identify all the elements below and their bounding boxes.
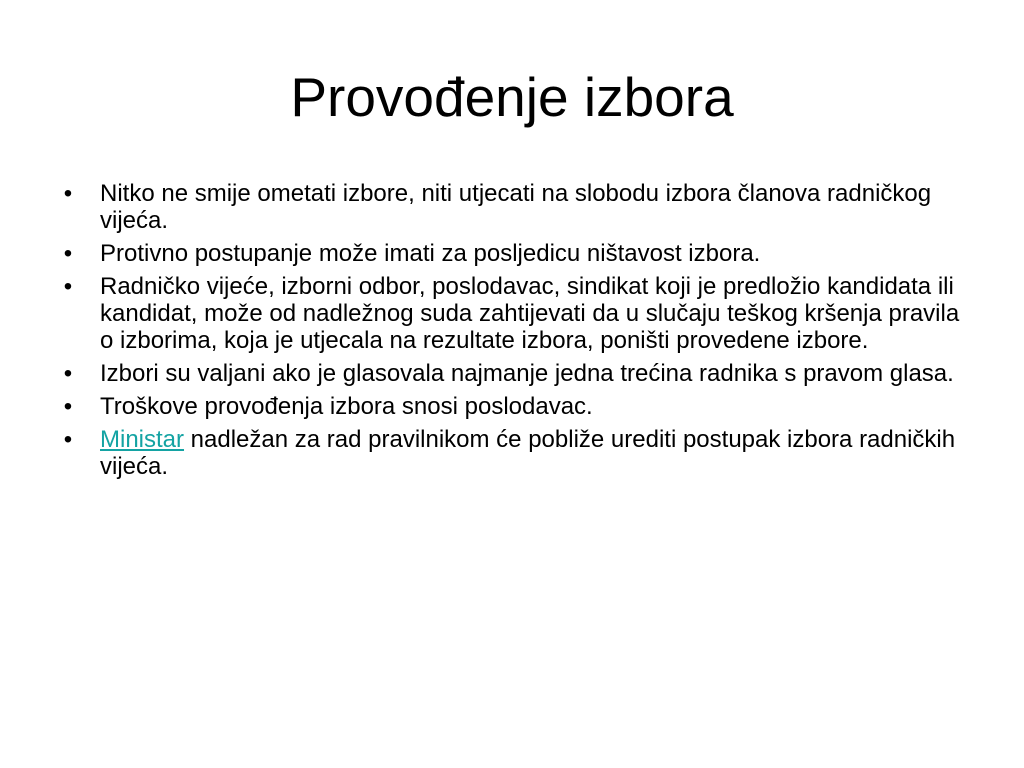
bullet-item-6 — [58, 426, 968, 480]
bullet-text: nadležan za rad pravilnikom će pobliže urediti postupak izbora radničkih vijeća. — [100, 426, 956, 480]
bullet-text: Izbori su valjani ako je glasovala najmanje jedna trećina radnika s pravom glasa. — [100, 360, 954, 387]
bullet-text: Troškove provođenja izbora snosi poslodavac. — [100, 393, 593, 420]
bullet-text: Protivno postupanje može imati za posljedicu ništavost izbora. — [100, 240, 761, 267]
bullet-icon: • — [63, 240, 73, 267]
bullet-icon: • — [63, 180, 73, 207]
bullet-item-4 — [58, 360, 968, 387]
bullet-icon: • — [63, 273, 73, 300]
slide-title: Provođenje izbora — [290, 66, 734, 128]
bullet-item-5 — [58, 393, 968, 420]
bullet-item-2 — [58, 240, 968, 267]
bullet-icon: • — [63, 360, 73, 387]
bullet-text: Nitko ne smije ometati izbore, niti utjecati na slobodu izbora članova radničkog vijeća. — [100, 180, 932, 234]
bullet-text: Radničko vijeće, izborni odbor, poslodavac, sindikat koji je predložio kandidata ili kandidat, može od nadležnog suda zahtijevati da u slučaju teškog kršenja pravila o izborima, koja je utjecala na rezultate izbora, poništi provedene izbore. — [100, 273, 960, 354]
bullet-item-1 — [58, 180, 968, 234]
ministar-link[interactable]: Ministar — [100, 426, 185, 453]
bullet-item-3 — [58, 273, 968, 354]
bullet-icon: • — [63, 393, 73, 420]
bullet-list — [58, 180, 968, 486]
bullet-icon: • — [63, 426, 73, 453]
